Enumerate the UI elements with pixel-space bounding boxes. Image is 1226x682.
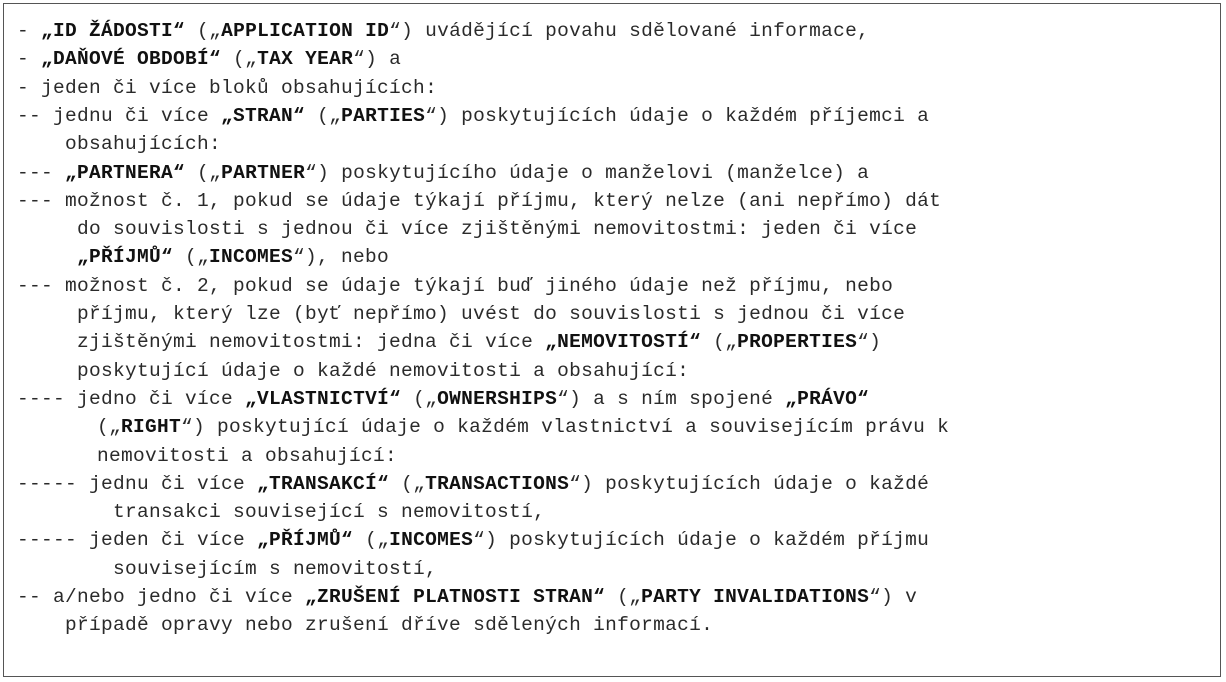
text-line — [113, 498, 545, 526]
text-line — [17, 526, 929, 554]
text-segment: obsahujících: — [65, 133, 222, 156]
text-segment: („ — [97, 416, 122, 439]
text-line — [17, 272, 893, 300]
text-segment: “) poskytující údaje o každém vlastnictví a souvisejícím právu k — [181, 416, 950, 439]
bold-term: „NEMOVITOSTÍ“ — [545, 331, 702, 354]
text-segment: -- jednu či více — [17, 104, 222, 127]
text-segment: zjištěnými nemovitostmi: jedna či více — [77, 331, 546, 354]
text-segment: („ — [185, 161, 222, 184]
text-segment: do souvislosti s jednou či více zjištěnými nemovitostmi: jeden či více — [77, 218, 918, 241]
bold-term: PROPERTIES — [737, 331, 858, 354]
text-segment: “) poskytujících údaje o každém příjemci a — [425, 104, 930, 127]
text-line — [17, 187, 941, 215]
bold-term: „PŘÍJMŮ“ — [257, 529, 354, 552]
text-segment: “) poskytujícího údaje o manželovi (manželce) a — [305, 161, 870, 184]
text-segment: “), nebo — [293, 246, 390, 269]
text-segment: příjmu, který lze (byť nepřímo) uvést do souvislosti s jednou či více — [77, 303, 906, 325]
text-segment: “) a — [353, 48, 402, 71]
text-segment: --- možnost č. 1, pokud se údaje týkají příjmu, který nelze (ani nepřímo) dát — [17, 189, 942, 212]
text-line — [17, 159, 869, 187]
text-segment: --- — [17, 161, 66, 184]
text-segment: “) v — [869, 586, 918, 608]
text-segment: “) — [857, 331, 882, 354]
bold-term: „PRÁVO“ — [785, 387, 870, 410]
text-segment: “) uvádějící povahu sdělované informace, — [389, 20, 870, 42]
text-segment: --- možnost č. 2, pokud se údaje týkají buď jiného údaje než příjmu, nebo — [17, 274, 894, 297]
text-line — [77, 328, 881, 356]
text-segment: -- a/nebo jedno či více — [17, 586, 306, 608]
text-segment: („ — [185, 20, 222, 42]
bold-term: TAX YEAR — [257, 48, 354, 71]
text-line — [97, 442, 397, 470]
text-segment: nemovitosti a obsahující: — [97, 444, 398, 467]
text-line — [77, 215, 917, 243]
text-line — [17, 45, 401, 73]
text-line — [65, 130, 221, 158]
text-line — [17, 102, 929, 130]
text-segment: ---- jedno či více — [17, 387, 246, 410]
bold-term: „STRAN“ — [221, 104, 306, 127]
bold-term: RIGHT — [121, 416, 182, 439]
text-line — [17, 470, 929, 498]
text-segment: - jeden či více bloků obsahujících: — [17, 76, 438, 99]
bold-term: INCOMES — [209, 246, 294, 269]
text-line — [65, 611, 713, 639]
text-line — [17, 17, 869, 45]
document-frame — [3, 3, 1221, 677]
text-line — [17, 74, 437, 102]
text-segment: transakci související s nemovitostí, — [113, 501, 546, 524]
text-segment: - — [17, 48, 42, 71]
text-segment: - — [17, 20, 42, 42]
bold-term: PARTY INVALIDATIONS — [641, 586, 870, 608]
text-segment: “) poskytujících údaje o každé — [569, 472, 930, 495]
text-segment: ----- jednu či více — [17, 472, 258, 495]
text-segment: ----- jeden či více — [17, 529, 258, 552]
text-line — [17, 583, 917, 611]
text-segment: “) poskytujících údaje o každém příjmu — [473, 529, 930, 552]
text-line — [77, 300, 905, 328]
text-line — [17, 385, 869, 413]
text-line — [97, 413, 949, 441]
text-segment: („ — [221, 48, 258, 71]
bold-term: „VLASTNICTVÍ“ — [245, 387, 402, 410]
bold-term: „TRANSAKCÍ“ — [257, 472, 390, 495]
bold-term: APPLICATION ID — [221, 20, 390, 42]
bold-term: OWNERSHIPS — [437, 387, 558, 410]
text-segment: („ — [173, 246, 210, 269]
text-segment: “) a s ním spojené — [557, 387, 786, 410]
text-segment: případě opravy nebo zrušení dříve sdělených informací. — [65, 614, 714, 637]
bold-term: „PŘÍJMŮ“ — [77, 246, 174, 269]
text-segment: („ — [701, 331, 738, 354]
text-segment: („ — [401, 387, 438, 410]
text-segment: („ — [353, 529, 390, 552]
bold-term: PARTIES — [341, 104, 426, 127]
text-segment: poskytující údaje o každé nemovitosti a obsahující: — [77, 359, 690, 382]
bold-term: „ZRUŠENÍ PLATNOSTI STRAN“ — [305, 586, 606, 608]
bold-term: „DAŇOVÉ OBDOBÍ“ — [41, 48, 222, 71]
text-segment: souvisejícím s nemovitostí, — [113, 557, 438, 580]
bold-term: INCOMES — [389, 529, 474, 552]
text-segment: („ — [389, 472, 426, 495]
bold-term: „PARTNERA“ — [65, 161, 186, 184]
text-line — [77, 357, 689, 385]
bold-term: „ID ŽÁDOSTI“ — [41, 20, 186, 42]
bold-term: TRANSACTIONS — [425, 472, 570, 495]
text-segment: („ — [305, 104, 342, 127]
text-segment: („ — [605, 586, 642, 608]
bold-term: PARTNER — [221, 161, 306, 184]
text-line — [113, 555, 437, 583]
text-line — [77, 243, 389, 271]
